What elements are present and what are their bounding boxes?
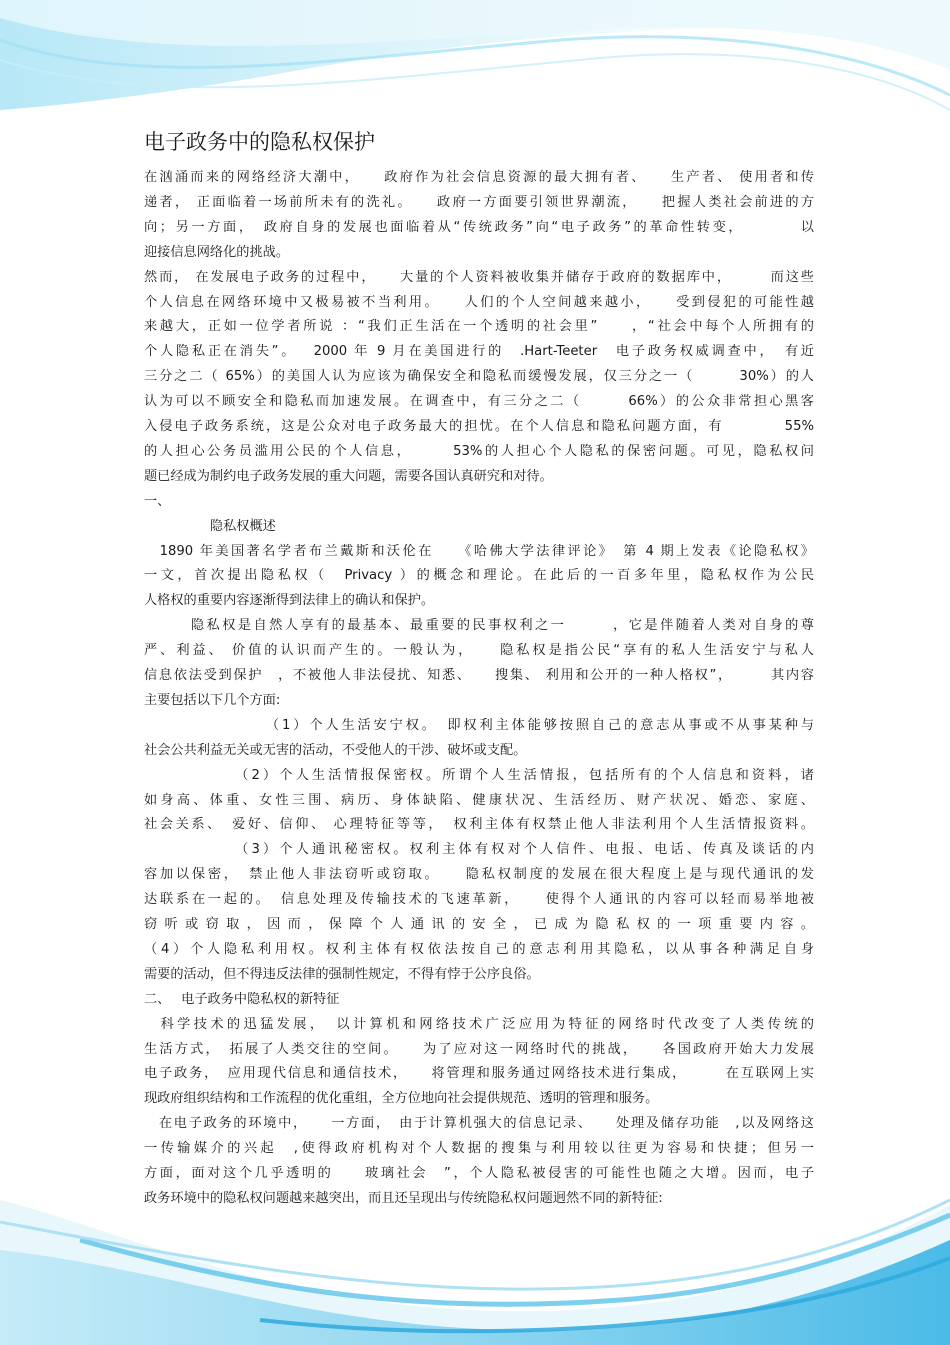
body-line: 人格权的重要内容逐渐得到法律上的确认和保护。 (144, 593, 435, 609)
body-line: 电子政务， 应用现代信息和通信技术， 将管理和服务通过网络技术进行集成， 在互联网上实 (144, 1066, 814, 1082)
body-line: 社会关系、 爱好、信仰、 心理特征等等， 权利主体有权禁止他人非法利用个人生活情报资料。 (144, 817, 814, 833)
body-line: 方面，面对这个几乎透明的 玻璃社会 ”，个人隐私被侵害的可能性也随之大增。因而，电子 (144, 1166, 814, 1181)
body-line: 社会公共利益无关或无害的活动，不受他人的干涉、破坏或支配。 (144, 742, 527, 758)
body-line: 一、 (144, 493, 171, 509)
body-line: 现政府组织结构和工作流程的优化重组，全方位地向社会提供规范、透明的管理和服务。 (144, 1091, 659, 1107)
body-line: 1890 年美国著名学者布兰戴斯和沃伦在 《哈佛大学法律评论》 第 4 期上发表《论隐私权》 (144, 543, 814, 559)
body-line: 需要的活动，但不得违反法律的强制性规定，不得有悖于公序良俗。 (144, 966, 540, 982)
body-line: 来越大，正如一位学者所说 ：“我们正生活在一个透明的社会里” ，“社会中每个人所拥有的 (144, 319, 814, 335)
body-line: 向；另一方面， 政府自身的发展也面临着从“传统政务”向“电子政务”的革命性转变， 以 (144, 219, 814, 235)
body-line: 三分之二（ 65%）的美国人认为应该为确保安全和隐私而缓慢发展，仅三分之一（ 30%）的人 (144, 369, 814, 385)
body-line: 题已经成为制约电子政务发展的重大问题，需要各国认真研究和对待。 (144, 468, 553, 484)
body-line: 递者， 正面临着一场前所未有的洗礼。 政府一方面要引领世界潮流， 把握人类社会前进的方 (144, 194, 814, 210)
body-line: 科学技术的迅猛发展， 以计算机和网络技术广泛应用为特征的网络时代改变了人类传统的 (144, 1016, 814, 1032)
body-line: （4）个人隐私利用权。权利主体有权依法按自己的意志利用其隐私，以从事各种满足自身 (144, 941, 814, 957)
body-line: 窃听或窃取，因而，保障个人通讯的安全，已成为隐私权的一项重要内容。 (144, 917, 814, 932)
body-line: 在汹涌而来的网络经济大潮中， 政府作为社会信息资源的最大拥有者、 生产者、 使用者和传 (144, 170, 814, 185)
body-line: 达联系在一起的。 信息处理及传输技术的飞速革新， 使得个人通讯的内容可以轻而易举地被 (144, 892, 814, 908)
body-line: 在电子政务的环境中， 一方面， 由于计算机强大的信息记录、 处理及储存功能 ,以及网络这 (144, 1116, 814, 1132)
body-line: 生活方式， 拓展了人类交往的空间。 为了应对这一网络时代的挑战， 各国政府开始大力发展 (144, 1041, 814, 1057)
body-line: 二、 电子政务中隐私权的新特征 (144, 991, 340, 1007)
document-title: 电子政务中的隐私权保护 (144, 130, 375, 154)
body-line: （1）个人生活安宁权。 即权利主体能够按照自己的意志从事或不从事某种与 (144, 717, 814, 733)
body-line: 认为可以不顾安全和隐私而加速发展。在调查中，有三分之二（ 66%）的公众非常担心黑客 (144, 394, 814, 410)
body-line: 的人担心公务员滥用公民的个人信息， 53%的人担心个人隐私的保密问题。可见，隐私权问 (144, 443, 814, 459)
body-line: 一文，首次提出隐私权（ Privacy ）的概念和理论。在此后的一百多年里，隐私权作为公民 (144, 568, 814, 584)
body-line: 入侵电子政务系统，这是公众对电子政务最大的担忧。在个人信息和隐私问题方面，有 55% (144, 419, 814, 434)
body-line: 容加以保密， 禁止他人非法窃听或窃取。 隐私权制度的发展在很大程度上是与现代通讯的发 (144, 867, 814, 883)
body-line: 个人信息在网络环境中又极易被不当利用。 人们的个人空间越来越小， 受到侵犯的可能性越 (144, 294, 814, 310)
body-line: 政务环境中的隐私权问题越来越突出，而且还呈现出与传统隐私权问题迥然不同的新特征: (144, 1190, 663, 1206)
body-line: 隐私权概述 (144, 518, 276, 534)
body-line: 信息依法受到保护 ，不被他人非法侵扰、知悉、 搜集、 利用和公开的一种人格权”， 其内容 (144, 668, 814, 683)
body-line: 主要包括以下几个方面: (144, 692, 281, 708)
body-line: 个人隐私正在消失”。 2000 年 9 月在美国进行的 .Hart-Teeter 电子政务权威调查中， 有近 (144, 344, 814, 360)
body-line: 严、利益、 价值的认识而产生的。一般认为， 隐私权是指公民“享有的私人生活安宁与私人 (144, 643, 814, 659)
body-line: 一传输媒介的兴起 ,使得政府机构对个人数据的搜集与利用较以往更为容易和快捷；但另一 (144, 1141, 814, 1157)
body-line: 如身高、体重、女性三围、病历、身体缺陷、健康状况、生活经历、财产状况、婚恋、家庭、 (144, 792, 814, 808)
body-line: 然而， 在发展电子政务的过程中， 大量的个人资料被收集并储存于政府的数据库中， 而这些 (144, 269, 814, 285)
body-line: 迎接信息网络化的挑战。 (144, 244, 290, 260)
body-line: 隐私权是自然人享有的最基本、最重要的民事权利之一 ，它是伴随着人类对自身的尊 (144, 618, 814, 634)
body-line: （3）个人通讯秘密权。权利主体有权对个人信件、电报、电话、传真及谈话的内 (144, 842, 814, 858)
body-line: （2）个人生活情报保密权。所谓个人生活情报，包括所有的个人信息和资料，诸 (144, 767, 814, 783)
